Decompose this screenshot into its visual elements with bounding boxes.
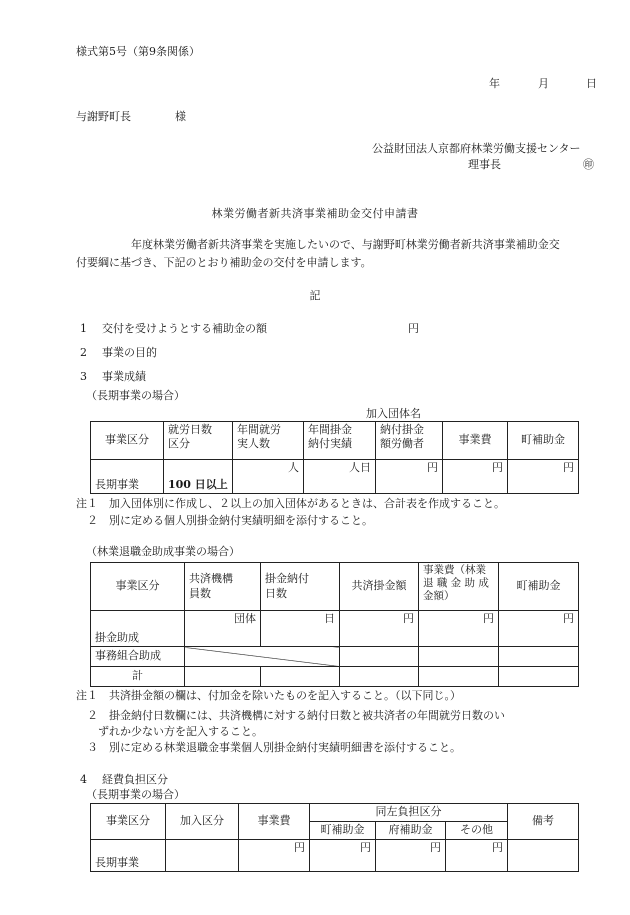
t1-unit: 円 — [376, 460, 443, 494]
t2-empty-cell — [499, 647, 579, 667]
t1-unit: 人 — [233, 460, 304, 494]
form-number: 様式第5号（第9条関係） — [76, 45, 200, 58]
t2-empty-cell — [419, 667, 499, 687]
note-2-4: ３ 別に定める林業退職金事業個人別掛金納付実績明細書を添付すること。 — [76, 741, 461, 754]
t2-unit: 円 — [419, 611, 499, 647]
t3-header-cost: 事業費 — [239, 804, 310, 840]
date-day: 日 — [586, 77, 597, 90]
t2-header-pay-days: 掛金納付 日数 — [261, 563, 340, 611]
date-year: 年 — [489, 77, 500, 90]
t3-header-join-type: 加入区分 — [166, 804, 239, 840]
retire-case-label: （林業退職金助成事業の場合） — [86, 545, 240, 558]
cost-share-table — [90, 803, 579, 872]
t3-unit: 円 — [446, 840, 508, 872]
ki-heading: 記 — [309, 289, 321, 302]
item-1-unit: 円 — [408, 322, 419, 335]
sender-title: 理事長 — [468, 158, 501, 171]
item-1-text: 交付を受けようとする補助金の額 — [102, 322, 267, 335]
t2-diagonal-cell — [185, 647, 340, 667]
date-month: 月 — [538, 77, 549, 90]
t3-unit: 円 — [376, 840, 446, 872]
t2-row-label: 事務組合助成 — [91, 647, 185, 667]
note-2-2: ２ 掛金納付日数欄には、共済機構に対する納付日数と被共済者の年間就労日数のい — [76, 709, 505, 722]
t2-unit: 団体 — [185, 611, 261, 647]
t3-subheader-other: その他 — [446, 822, 508, 840]
t2-header-members: 共済機構 員数 — [185, 563, 261, 611]
t1-header-work-days: 就労日数 区分 — [164, 422, 233, 460]
t2-header-cost: 事業費（林業 退 職 金 助 成 金額） — [419, 563, 499, 611]
t3-unit: 円 — [310, 840, 376, 872]
t2-empty-cell — [340, 667, 419, 687]
t2-row-total: 計 — [91, 667, 185, 687]
long-term-results-table — [90, 421, 579, 494]
t1-row-days: 100 日以上 — [164, 460, 233, 494]
t3-row-label: 長期事業 — [91, 840, 166, 872]
t3-unit: 円 — [239, 840, 310, 872]
t3-header-remarks: 備考 — [508, 804, 579, 840]
group-name-label: 加入団体名 — [366, 407, 421, 420]
t2-empty-cell — [340, 647, 419, 667]
t3-subheader-prefecture: 府補助金 — [376, 822, 446, 840]
document-title: 林業労働者新共済事業補助金交付申請書 — [211, 207, 419, 220]
t1-header-workers: 年間就労 実人数 — [233, 422, 304, 460]
t2-empty-cell — [499, 667, 579, 687]
t2-header-category: 事業区分 — [91, 563, 185, 611]
t1-header-cost: 事業費 — [443, 422, 508, 460]
item-2-text: 事業の目的 — [102, 346, 157, 359]
t3-header-burden: 同左負担区分 — [310, 804, 508, 822]
t2-empty-cell — [185, 667, 261, 687]
t1-header-category: 事業区分 — [91, 422, 164, 460]
item-4-number: 4 — [80, 773, 87, 786]
seal-mark: ㊞ — [583, 158, 594, 171]
t3-subheader-town: 町補助金 — [310, 822, 376, 840]
t1-unit: 円 — [508, 460, 579, 494]
t2-empty-cell — [419, 647, 499, 667]
item-4-text: 経費負担区分 — [102, 773, 168, 786]
item-3-number: 3 — [80, 370, 87, 383]
note-1-1: 注１ 加入団体別に作成し、２以上の加入団体があるときは、合計表を作成すること。 — [76, 497, 505, 510]
t1-row-label: 長期事業 — [91, 460, 164, 494]
body-line-2: 付要綱に基づき、下記のとおり補助金の交付を申請します。 — [76, 256, 372, 269]
note-2-3: ずれか少ない方を記入すること。 — [76, 725, 263, 738]
t3-empty-cell — [166, 840, 239, 872]
addressee: 与謝野町長 様 — [76, 110, 186, 123]
t1-unit: 円 — [443, 460, 508, 494]
item-3-text: 事業成績 — [102, 370, 146, 383]
item-2-number: 2 — [80, 346, 87, 359]
t2-empty-cell — [261, 667, 340, 687]
t3-header-category: 事業区分 — [91, 804, 166, 840]
body-line-1: 年度林業労働者新共済事業を実施したいので、与謝野町林業労働者新共済事業補助金交 — [76, 238, 560, 251]
sender-org: 公益財団法人京都府林業労働支援センター — [372, 142, 581, 155]
item-1-number: 1 — [80, 322, 87, 335]
t2-unit: 日 — [261, 611, 340, 647]
t2-unit: 円 — [340, 611, 419, 647]
note-2-1: 注１ 共済掛金額の欄は、付加金を除いたものを記入すること。（以下同じ。） — [76, 689, 461, 702]
note-1-2: ２ 別に定める個人別掛金納付実績明細を添付すること。 — [76, 514, 373, 527]
long-term-case-label: （長期事業の場合） — [86, 389, 185, 402]
retirement-table — [90, 562, 579, 687]
t1-header-town-subsidy: 町補助金 — [508, 422, 579, 460]
t2-header-town-subsidy: 町補助金 — [499, 563, 579, 611]
t2-unit: 円 — [499, 611, 579, 647]
t1-header-labor-amount: 納付掛金 額労働者 — [376, 422, 443, 460]
t1-header-payment: 年間掛金 納付実績 — [304, 422, 376, 460]
t3-empty-cell — [508, 840, 579, 872]
t1-unit: 人日 — [304, 460, 376, 494]
long-term-case-label-2: （長期事業の場合） — [86, 788, 185, 801]
t2-header-premium: 共済掛金額 — [340, 563, 419, 611]
t2-row-label: 掛金助成 — [91, 611, 185, 647]
